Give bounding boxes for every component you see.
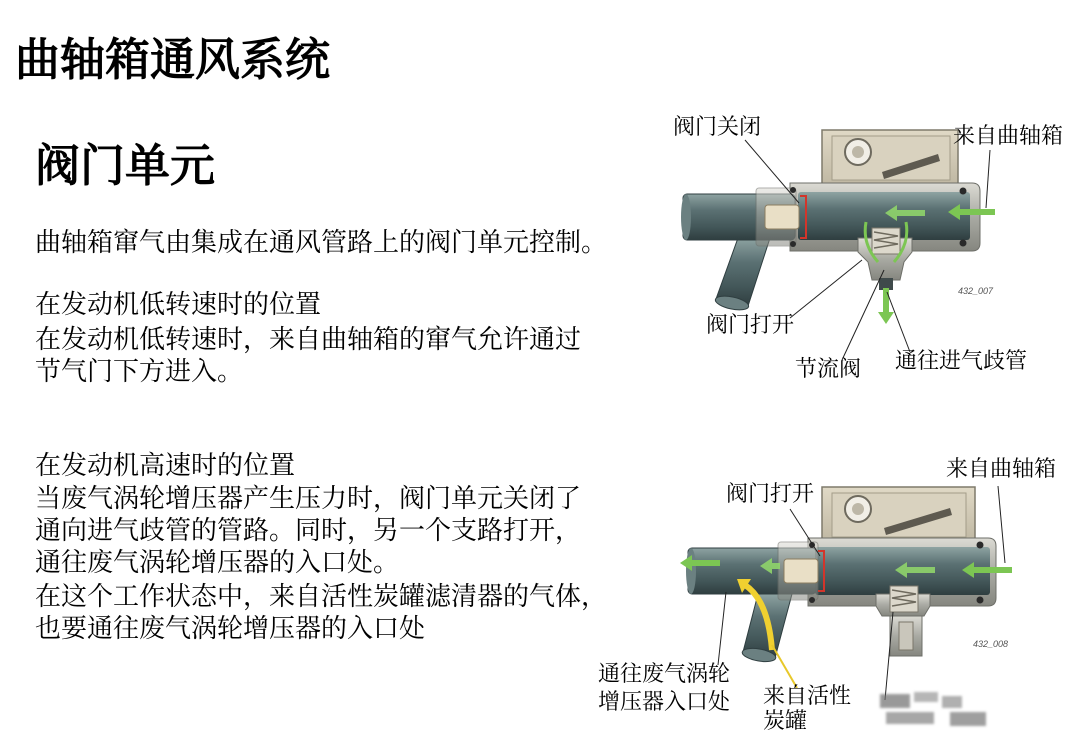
figure-id: 432_008 xyxy=(973,639,1009,649)
low-speed-text: 节气门下方进入。 xyxy=(35,357,244,387)
label-throttle-valve: 节流阀 xyxy=(795,357,862,382)
throttle-valve-unit xyxy=(876,586,930,656)
label-valve-closed: 阀门关闭 xyxy=(673,115,762,140)
housing-top-box xyxy=(822,487,975,543)
high-speed-text: 当废气涡轮增压器产生压力时，阀门单元关闭了 xyxy=(35,484,582,514)
label-to-turbo-inlet: 增压器入口处 xyxy=(598,690,731,715)
illegible-label xyxy=(880,692,986,726)
figure-id: 432_007 xyxy=(958,286,994,296)
high-speed-text: 在这个工作状态中，来自活性炭罐滤清器的气体， xyxy=(35,582,608,612)
high-speed-text: 通往废气涡轮增压器的入口处。 xyxy=(35,548,400,578)
label-from-crankcase: 来自曲轴箱 xyxy=(953,124,1064,149)
high-speed-text: 通向进气歧管的管路。同时，另一个支路打开， xyxy=(35,516,582,546)
label-valve-open: 阀门打开 xyxy=(706,313,795,338)
housing-top-box xyxy=(822,130,958,186)
leader-line-canister xyxy=(772,645,797,688)
low-speed-text: 在发动机低转速时，来自曲轴箱的窜气允许通过 xyxy=(35,325,582,355)
flow-arrow-green xyxy=(878,288,894,324)
intro-text: 曲轴箱窜气由集成在通风管路上的阀门单元控制。 xyxy=(35,228,608,258)
label-from-carbon-canister: 炭罐 xyxy=(763,709,808,734)
label-from-carbon-canister: 来自活性 xyxy=(763,684,852,709)
valve-piston xyxy=(784,559,818,583)
section-heading: 阀门单元 xyxy=(35,139,216,192)
slide-title: 曲轴箱通风系统 xyxy=(15,33,331,86)
label-to-turbo-inlet: 通往废气涡轮 xyxy=(598,662,731,687)
valve-piston xyxy=(765,205,799,229)
low-speed-heading: 在发动机低转速时的位置 xyxy=(35,290,322,320)
high-speed-heading: 在发动机高速时的位置 xyxy=(35,451,296,481)
label-from-crankcase: 来自曲轴箱 xyxy=(946,457,1057,482)
label-to-intake-manifold: 通往进气歧管 xyxy=(895,349,1028,374)
outlet-spout xyxy=(714,238,770,312)
high-speed-text: 也要通往废气涡轮增压器的入口处 xyxy=(35,614,426,644)
label-valve-open: 阀门打开 xyxy=(726,482,815,507)
